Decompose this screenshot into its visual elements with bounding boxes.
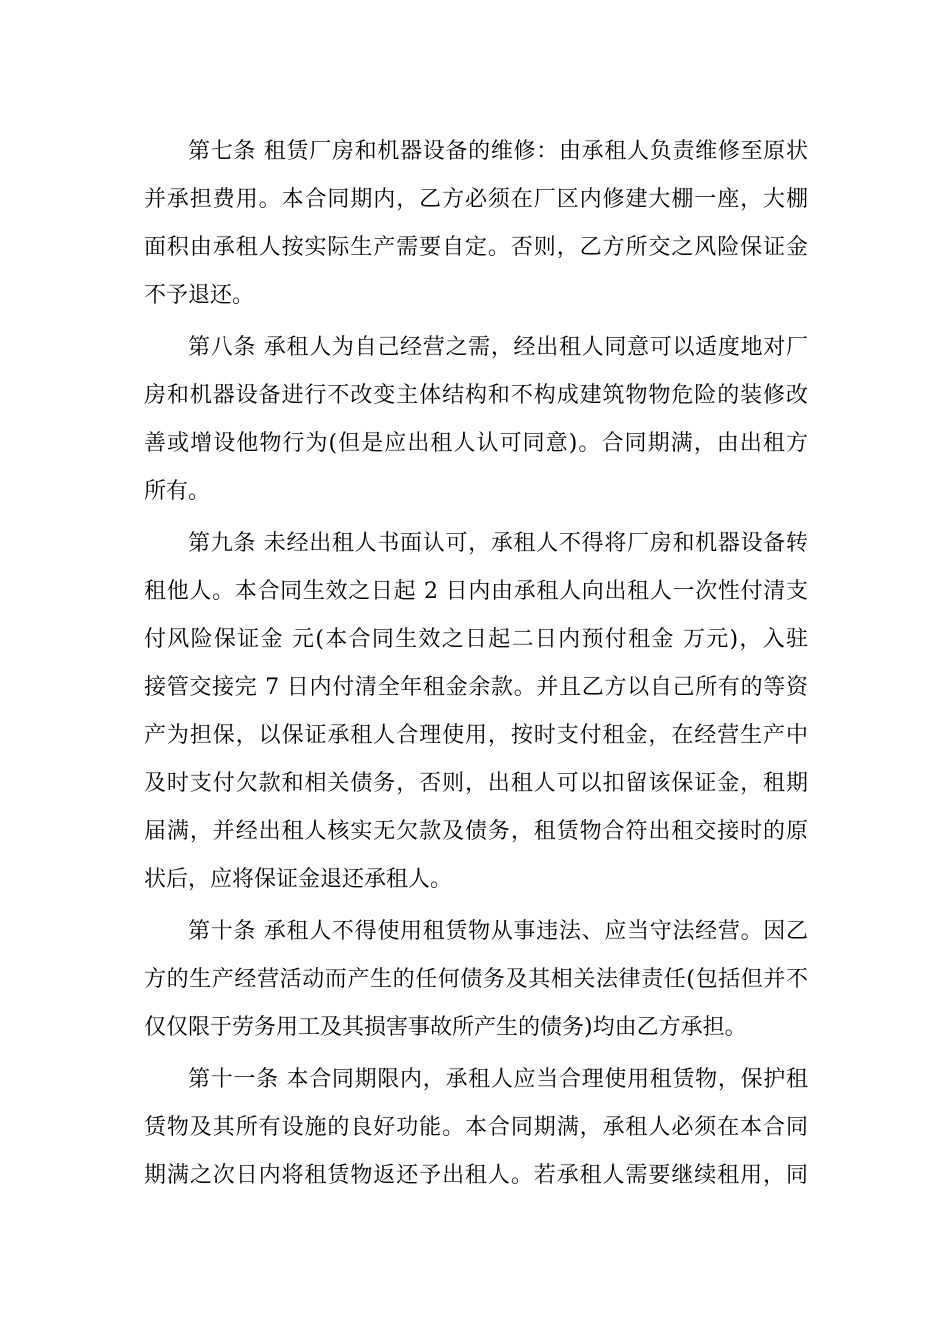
paragraph-line: 不予退还。 (144, 283, 255, 308)
paragraph-line: 第八条 承租人为自己经营之需，经出租人同意可以适度地对厂 (188, 335, 808, 360)
paragraph-line: 付风险保证金 元(本合同生效之日起二日内预付租金 万元)，入驻 (144, 627, 808, 652)
paragraph-line: 房和机器设备进行不改变主体结构和不构成建筑物物危险的装修改 (144, 383, 808, 408)
paragraph-line: 并承担费用。本合同期内，乙方必须在厂区内修建大棚一座，大棚 (144, 187, 808, 212)
article-8-paragraph (144, 324, 808, 516)
paragraph-line: 第十条 承租人不得使用租赁物从事违法、应当守法经营。因乙 (188, 919, 808, 944)
paragraph-line: 面积由承租人按实际生产需要自定。否则，乙方所交之风险保证金 (144, 235, 808, 260)
paragraph-line: 善或增设他物行为(但是应出租人认可同意)。合同期满，由出租方 (144, 431, 808, 456)
paragraph-line: 状后，应将保证金退还承租人。 (144, 867, 453, 892)
article-10-paragraph (144, 908, 808, 1052)
paragraph-line: 届满，并经出租人核实无欠款及债务，租赁物合符出租交接时的原 (144, 819, 808, 844)
paragraph-line: 接管交接完 7 日内付清全年租金余款。并且乙方以自己所有的等资 (144, 675, 808, 700)
paragraph-line: 及时支付欠款和相关债务，否则，出租人可以扣留该保证金，租期 (144, 771, 808, 796)
paragraph-line: 所有。 (144, 479, 211, 504)
paragraph-line: 产为担保，以保证承租人合理使用，按时支付租金，在经营生产中 (144, 723, 808, 748)
article-11-paragraph (144, 1056, 808, 1200)
article-9-paragraph (144, 520, 808, 904)
paragraph-line: 仅仅限于劳务用工及其损害事故所产生的债务)均由乙方承担。 (144, 1015, 747, 1040)
paragraph-line: 赁物及其所有设施的良好功能。本合同期满，承租人必须在本合同 (144, 1115, 808, 1140)
paragraph-line: 第七条 租赁厂房和机器设备的维修：由承租人负责维修至原状 (188, 139, 808, 164)
paragraph-line: 第十一条 本合同期限内，承租人应当合理使用租赁物，保护租 (188, 1067, 808, 1092)
paragraph-line: 方的生产经营活动而产生的任何债务及其相关法律责任(包括但并不 (144, 967, 808, 992)
paragraph-line: 租他人。本合同生效之日起 2 日内由承租人向出租人一次性付清支 (144, 579, 808, 604)
document-body (144, 128, 808, 1204)
paragraph-line: 第九条 未经出租人书面认可，承租人不得将厂房和机器设备转 (188, 531, 808, 556)
paragraph-line: 期满之次日内将租赁物返还予出租人。若承租人需要继续租用，同 (144, 1163, 808, 1188)
article-7-paragraph (144, 128, 808, 320)
